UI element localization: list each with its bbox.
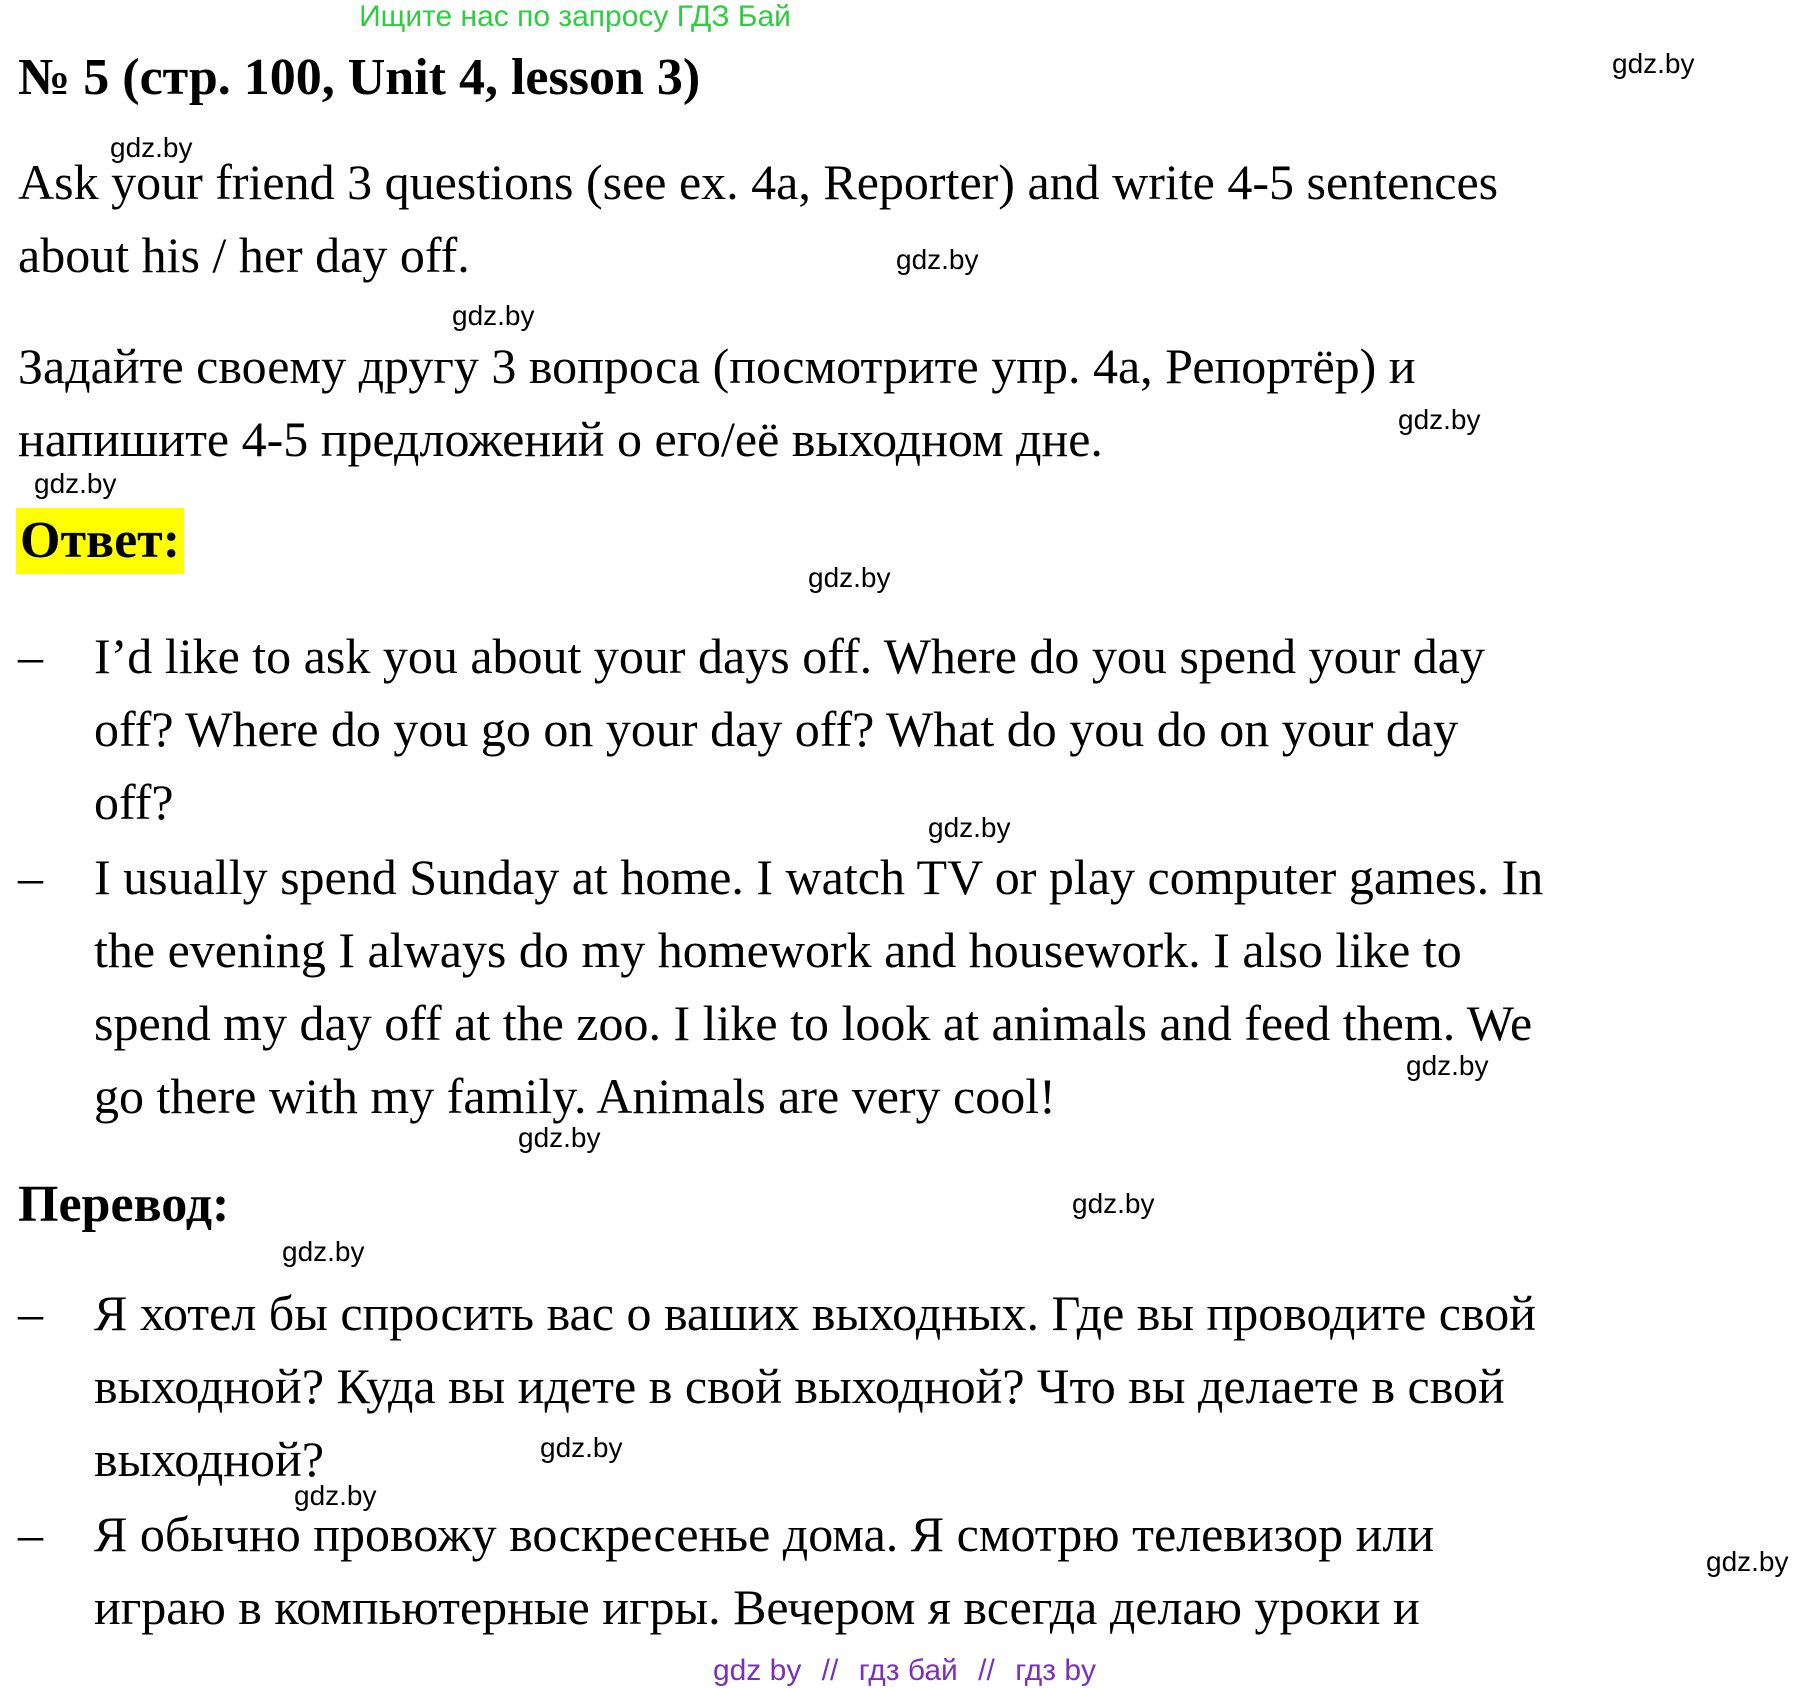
watermark: gdz.by: [928, 812, 1011, 843]
watermark: gdz.by: [34, 468, 117, 499]
answer-line: the evening I always do my homework and housework. I also like to: [94, 922, 1462, 978]
footer-watermark: [0, 1654, 1809, 1688]
answer-line: off? Where do you go on your day off? What do you do on your day: [94, 701, 1459, 757]
footer-separator: //: [821, 1654, 839, 1687]
watermark: gdz.by: [1706, 1546, 1789, 1577]
watermark: gdz.by: [540, 1432, 623, 1463]
footer-part: гдз by: [1015, 1654, 1097, 1687]
translation-line: Я обычно провожу воскресенье дома. Я смотрю телевизор или: [94, 1506, 1435, 1562]
task-russian-line: напишите 4-5 предложений о его/её выходном дне.: [18, 411, 1103, 467]
list-dash: –: [18, 849, 43, 905]
watermark: gdz.by: [1398, 404, 1481, 435]
answer-line: go there with my family. Animals are very cool!: [94, 1068, 1056, 1124]
watermark: gdz.by: [896, 244, 979, 275]
task-russian: [18, 330, 1416, 476]
task-english-line: Ask your friend 3 questions (see ex. 4a, Reporter) and write 4-5 sentences: [18, 154, 1499, 210]
answer-item-text: [94, 841, 1543, 1133]
footer-part: гдз бай: [858, 1654, 958, 1687]
exercise-title: № 5 (стр. 100, Unit 4, lesson 3): [18, 49, 701, 106]
list-dash: –: [18, 1285, 43, 1341]
watermark: gdz.by: [282, 1236, 365, 1267]
watermark: gdz.by: [110, 132, 193, 163]
translation-line: играю в компьютерные игры. Вечером я всегда делаю уроки и: [94, 1579, 1420, 1635]
answer-line: spend my day off at the zoo. I like to look at animals and feed them. We: [94, 995, 1533, 1051]
footer-separator: //: [978, 1654, 995, 1687]
answer-line: off?: [94, 774, 174, 830]
footer-part: gdz by: [712, 1654, 802, 1687]
list-dash: –: [18, 1506, 43, 1562]
translation-heading: Перевод:: [18, 1176, 230, 1233]
watermark: gdz.by: [518, 1122, 601, 1153]
translation-item-text: [94, 1277, 1536, 1496]
watermark: gdz.by: [1612, 48, 1695, 79]
task-english: [18, 146, 1498, 292]
task-english-line: about his / her day off.: [18, 227, 470, 283]
watermark: gdz.by: [294, 1480, 377, 1511]
search-hint-banner: Ищите нас по запросу ГДЗ Бай: [359, 0, 791, 33]
watermark: gdz.by: [452, 300, 535, 331]
watermark: gdz.by: [1072, 1188, 1155, 1219]
answer-line: I usually spend Sunday at home. I watch TV or play computer games. In: [94, 849, 1544, 905]
translation-item-text: [94, 1498, 1434, 1644]
translation-line: Я хотел бы спросить вас о ваших выходных. Где вы проводите свой: [94, 1285, 1537, 1341]
translation-line: выходной? Куда вы идете в свой выходной? Что вы делаете в свой: [94, 1358, 1505, 1414]
task-russian-line: Задайте своему другу 3 вопроса (посмотрите упр. 4а, Репортёр) и: [18, 338, 1416, 394]
watermark: gdz.by: [808, 562, 891, 593]
translation-line: выходной?: [94, 1431, 325, 1487]
answer-item-text: [94, 620, 1485, 839]
list-dash: –: [18, 628, 43, 684]
watermark: gdz.by: [1406, 1050, 1489, 1081]
answer-line: I’d like to ask you about your days off. Where do you spend your day: [94, 628, 1485, 684]
answer-heading: Ответ:: [16, 508, 184, 574]
